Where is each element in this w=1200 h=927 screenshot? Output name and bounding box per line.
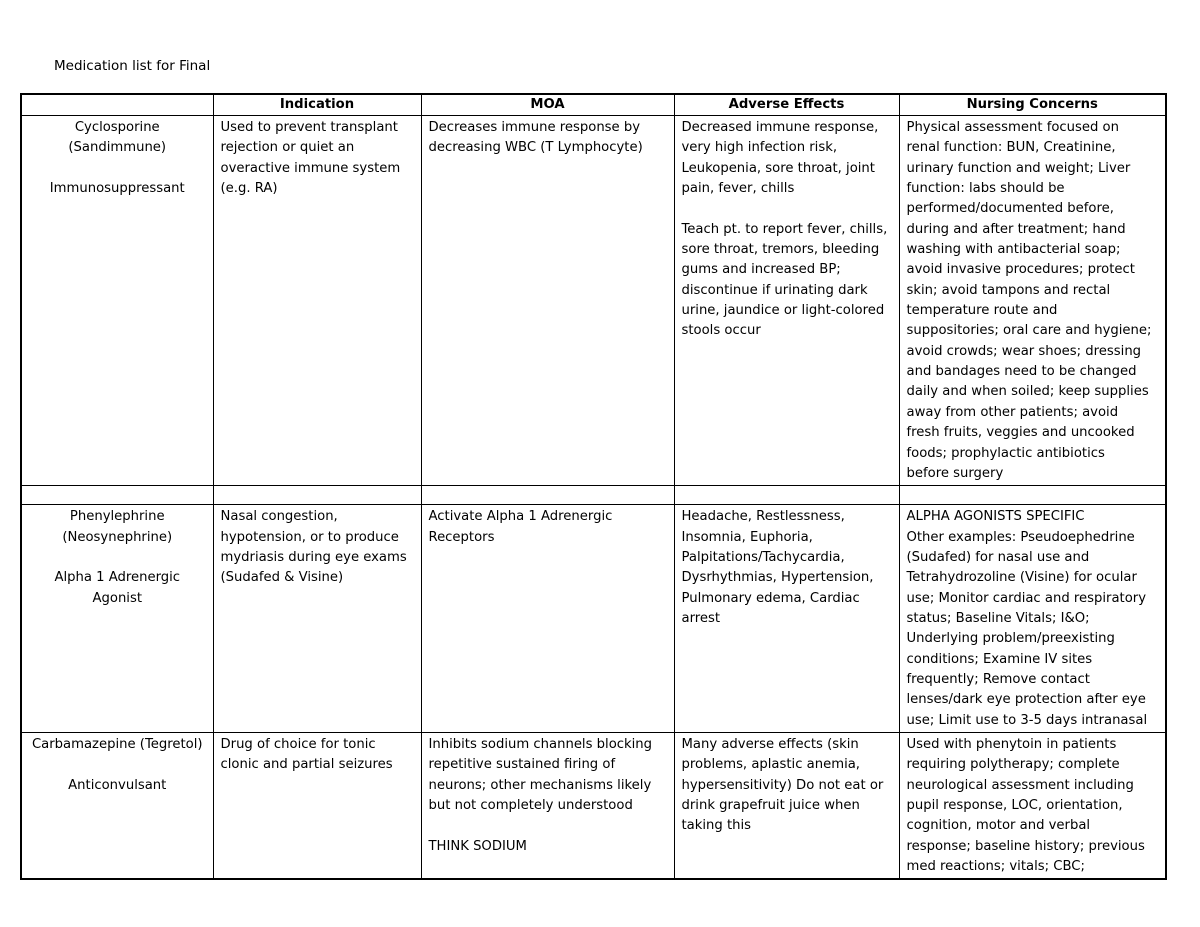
cell-text-line: Many adverse effects (skin <box>681 736 859 752</box>
cell-text-line: Decreases immune response by <box>428 120 641 135</box>
table-header-row <box>21 94 1166 116</box>
moa-cell <box>421 505 674 733</box>
drug-cell <box>21 505 213 733</box>
cell-text-line: daily and when soiled; keep supplies <box>906 384 1149 400</box>
cell-text-line: discontinue if urinating dark <box>681 282 868 298</box>
header-indication: Indication <box>213 94 421 116</box>
empty-table-row <box>21 486 1166 505</box>
cell-text-line: sore throat, tremors, bleeding <box>681 242 880 258</box>
cell-text-line: Nasal congestion, <box>220 509 338 525</box>
cell-text-line: Tetrahydrozoline (Visine) for ocular <box>906 570 1137 586</box>
cell-text-line: (Neosynephrine) <box>62 529 173 545</box>
cell-text-line: gums and increased BP; <box>681 262 841 278</box>
cell-text-line: Underlying problem/preexisting <box>906 631 1115 647</box>
cell-text-line: suppositories; oral care and hygiene; <box>906 323 1152 339</box>
header-nursing-concerns: Nursing Concerns <box>899 94 1166 116</box>
cell-text-line: response; baseline history; previous <box>906 838 1145 854</box>
cell-text-line: washing with antibacterial soap; <box>906 242 1121 258</box>
cell-text-line: hypersensitivity) Do not eat or <box>681 777 884 793</box>
cell-text-line: use; Monitor cardiac and respiratory <box>906 590 1146 606</box>
moa-cell <box>421 116 674 486</box>
table-body <box>21 116 1166 880</box>
header-moa: MOA <box>421 94 674 116</box>
adverse-effects-cell <box>674 732 899 879</box>
cell-text-line: Used to prevent transplant <box>220 120 398 135</box>
cell-text-line: Immunosuppressant <box>49 181 185 197</box>
cell-text-line: med reactions; vitals; CBC; <box>906 859 1085 875</box>
nursing-concerns-cell <box>899 732 1166 879</box>
cell-text-line: use; Limit use to 3-5 days intranasal <box>906 712 1148 728</box>
cell-text-line: taking this <box>681 818 752 834</box>
adverse-effects-cell <box>674 505 899 733</box>
cell-text-line: urine, jaundice or light-colored <box>681 303 885 319</box>
cell-text-line: hypotension, or to produce <box>220 529 399 545</box>
cell-text-line: repetitive sustained firing of <box>428 757 616 773</box>
cell-text-line: Pulmonary edema, Cardiac <box>681 590 860 606</box>
cell-text-line: function: labs should be <box>906 181 1065 197</box>
cell-text-line: before surgery <box>906 465 1004 481</box>
cell-text-line: neurological assessment including <box>906 777 1134 793</box>
moa-cell <box>421 732 674 879</box>
cell-text-line: rejection or quiet an <box>220 140 355 156</box>
cell-text-line: very high infection risk, <box>681 140 838 156</box>
cell-text-line: pupil response, LOC, orientation, <box>906 798 1123 813</box>
cell-text-line: away from other patients; avoid <box>906 404 1119 420</box>
cell-text-line: temperature route and <box>906 303 1058 319</box>
cell-text-line: Alpha 1 Adrenergic <box>54 570 181 586</box>
cell-text-line: Used with phenytoin in patients <box>906 736 1117 752</box>
blank-line <box>29 548 206 568</box>
medication-table <box>20 93 1167 880</box>
cell-text-line: pain, fever, chills <box>681 181 795 197</box>
cell-text-line: frequently; Remove contact <box>906 671 1090 687</box>
cell-text-line: Cyclosporine <box>74 120 160 135</box>
cell-text-line: Agonist <box>92 590 143 606</box>
cell-text-line: Insomnia, Euphoria, <box>681 529 813 545</box>
cell-text-line: (Sandimmune) <box>68 140 167 156</box>
cell-text-line: problems, aplastic anemia, <box>681 757 861 773</box>
cell-text-line: Activate Alpha 1 Adrenergic <box>428 509 613 525</box>
cell-text-line: decreasing WBC (T Lymphocyte) <box>428 140 643 156</box>
cell-text-line: fresh fruits, veggies and uncooked <box>906 425 1135 441</box>
cell-text-line: Inhibits sodium channels blocking <box>428 736 653 752</box>
cell-text-line: Dysrhythmias, Hypertension, <box>681 570 874 586</box>
cell-text-line: renal function: BUN, Creatinine, <box>906 140 1116 156</box>
table-row <box>21 116 1166 486</box>
adverse-effects-cell <box>674 116 899 486</box>
cell-text-line: Drug of choice for tonic <box>220 736 376 752</box>
cell-text-line: Headache, Restlessness, <box>681 509 845 525</box>
nursing-concerns-cell <box>899 505 1166 733</box>
cell-text-line: Decreased immune response, <box>681 120 879 135</box>
cell-text-line: Leukopenia, sore throat, joint <box>681 160 875 176</box>
blank-line <box>29 159 206 179</box>
cell-text-line: Other examples: Pseudoephedrine <box>906 529 1135 545</box>
blank-line <box>682 199 892 219</box>
table-row <box>21 505 1166 733</box>
cell-text-line: clonic and partial seizures <box>220 757 393 773</box>
drug-cell <box>21 116 213 486</box>
cell-text-line: ALPHA AGONISTS SPECIFIC <box>906 509 1085 525</box>
cell-text-line: Phenylephrine <box>69 509 165 525</box>
cell-text-line: requiring polytherapy; complete <box>906 757 1120 773</box>
cell-text-line: cognition, motor and verbal <box>906 818 1091 834</box>
cell-text-line: status; Baseline Vitals; I&O; <box>906 610 1090 626</box>
blank-line <box>29 755 206 775</box>
cell-text-line: Physical assessment focused on <box>906 120 1119 135</box>
cell-text-line: (Sudafed) for nasal use and <box>906 549 1090 565</box>
cell-text-line: during and after treatment; hand <box>906 221 1126 237</box>
cell-text-line: Teach pt. to report fever, chills, <box>681 221 888 237</box>
cell-text-line: arrest <box>681 610 721 626</box>
cell-text-line: Anticonvulsant <box>68 777 167 793</box>
cell-text-line: neurons; other mechanisms likely <box>428 777 652 793</box>
cell-text-line: overactive immune system <box>220 160 401 176</box>
cell-text-line: avoid crowds; wear shoes; dressing <box>906 343 1142 359</box>
cell-text-line: but not completely understood <box>428 798 633 813</box>
cell-text-line: avoid invasive procedures; protect <box>906 262 1135 278</box>
cell-text-line: urinary function and weight; Liver <box>906 160 1131 176</box>
cell-text-line: mydriasis during eye exams <box>220 549 407 565</box>
cell-text-line: THINK SODIUM <box>428 838 527 854</box>
cell-text-line: performed/documented before, <box>906 201 1114 217</box>
cell-text-line: conditions; Examine IV sites <box>906 651 1093 667</box>
cell-text-line: skin; avoid tampons and rectal <box>906 282 1111 298</box>
blank-line <box>429 816 667 836</box>
indication-cell <box>213 505 421 733</box>
cell-text-line: and bandages need to be changed <box>906 364 1137 380</box>
cell-text-line: Receptors <box>428 529 495 545</box>
header-adverse-effects: Adverse Effects <box>674 94 899 116</box>
header-drug <box>21 94 213 116</box>
table-row <box>21 732 1166 879</box>
cell-text-line: Carbamazepine (Tegretol) <box>31 736 203 752</box>
cell-text-line: foods; prophylactic antibiotics <box>906 445 1105 461</box>
cell-text-line: Palpitations/Tachycardia, <box>681 549 845 565</box>
cell-text-line: (e.g. RA) <box>220 181 278 197</box>
cell-text-line: drink grapefruit juice when <box>681 798 860 813</box>
indication-cell <box>213 732 421 879</box>
cell-text-line: stools occur <box>681 323 761 339</box>
document-title: Medication list for Final <box>54 58 211 74</box>
nursing-concerns-cell <box>899 116 1166 486</box>
cell-text-line: lenses/dark eye protection after eye <box>906 692 1146 708</box>
indication-cell <box>213 116 421 486</box>
drug-cell <box>21 732 213 879</box>
cell-text-line: (Sudafed & Visine) <box>220 570 344 586</box>
